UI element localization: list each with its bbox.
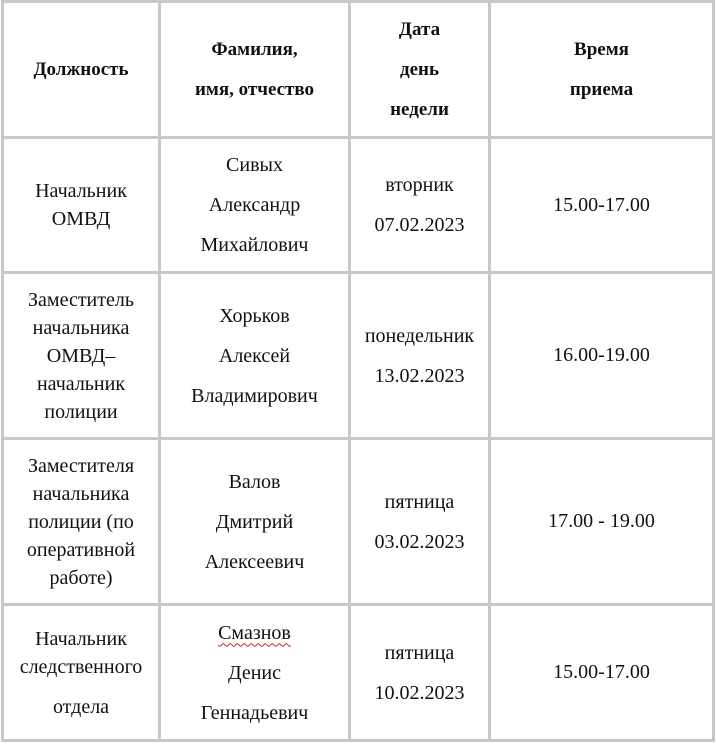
cell-fio: Хорьков Алексей Владимирович [160,273,350,439]
header-fio: Фамилия, имя, отчество [160,2,350,138]
table-row [3,273,714,439]
cell-time: 16.00-19.00 [490,273,714,439]
header-position: Должность [3,2,160,138]
cell-date: пятница 03.02.2023 [350,439,490,605]
table-row [3,605,714,741]
cell-time: 15.00-17.00 [490,605,714,741]
cell-fio: Валов Дмитрий Алексеевич [160,439,350,605]
header-time: Время приема [490,2,714,138]
table-header-row [3,2,714,138]
cell-position: Заместителя начальника полиции (по оперативной работе) [3,439,160,605]
cell-position: Начальник следственного отдела [3,605,160,741]
cell-date: вторник 07.02.2023 [350,138,490,273]
cell-fio: Смазнов Денис Геннадьевич [160,605,350,741]
spellcheck-underline-text: Смазнов [218,621,291,644]
header-date: Дата день недели [350,2,490,138]
cell-fio: Сивых Александр Михайлович [160,138,350,273]
cell-position: Заместитель начальника ОМВД– начальник полиции [3,273,160,439]
table-row [3,138,714,273]
reception-schedule-table [1,0,715,742]
table-row [3,439,714,605]
cell-time: 15.00-17.00 [490,138,714,273]
cell-date: понедельник 13.02.2023 [350,273,490,439]
cell-date: пятница 10.02.2023 [350,605,490,741]
cell-position: Начальник ОМВД [3,138,160,273]
cell-time: 17.00 - 19.00 [490,439,714,605]
